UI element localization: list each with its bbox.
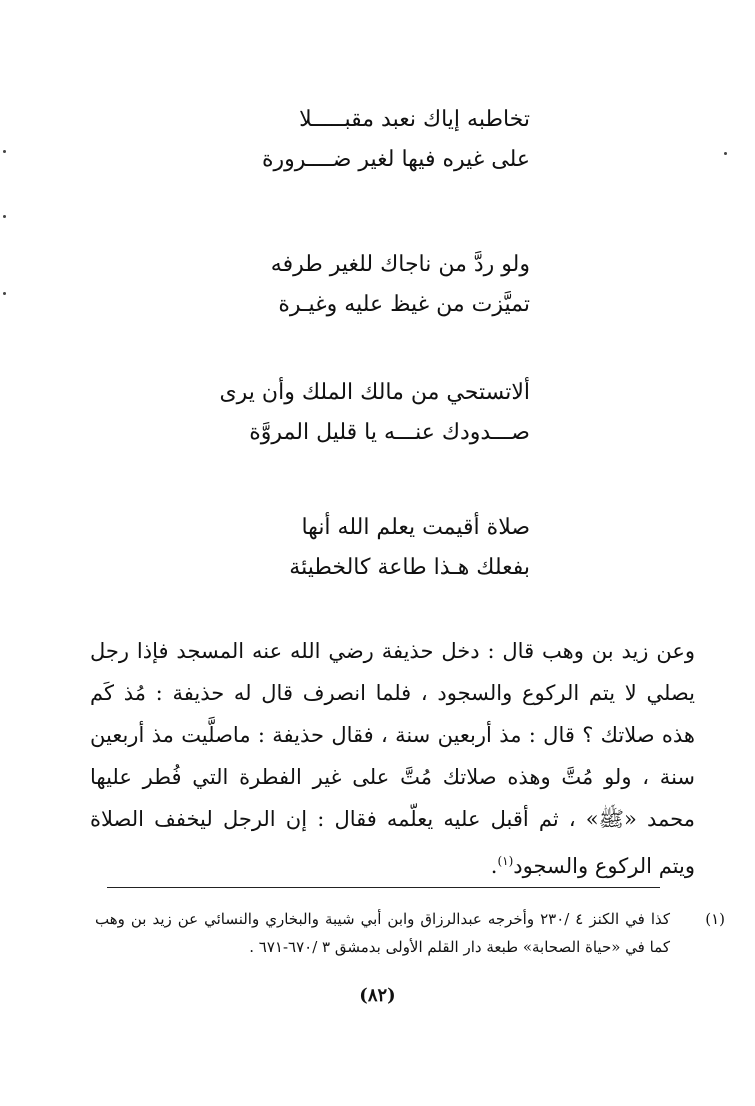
scan-speck xyxy=(3,150,6,153)
verse-line: ولو ردَّ من ناجاك للغير طرفه xyxy=(270,252,530,277)
verse-line: ألاتستحي من مالك الملك وأن يرى xyxy=(219,380,530,405)
verse-line: صلاة أقيمت يعلم الله أنها xyxy=(301,515,530,540)
prose-text: وعن زيد بن وهب قال : دخل حذيفة رضي الله عنه المسجد فإذا رجل يصلي لا يتم الركوع والسجود ، فلما انصرف قال له حذيفة : مُذ كَم هذه صلاتك ؟ قال : مذ أربعين سنة ، فقال حذيفة : ماصلَّيت مذ أربعين سنة ، ولو مُتَّ وهذه صلاتك مُتَّ على غير الفطرة التي فُطر عليها محمد «ﷺ» ، ثم أقبل عليه يعلّمه فقال : إن الرجل ليخفف الصلاة ويتم الركوع والسجود xyxy=(90,639,695,878)
poem-stanza-4 xyxy=(230,508,530,588)
page-number: (٨٢) xyxy=(359,985,396,1006)
scan-speck xyxy=(3,215,6,218)
footnote xyxy=(95,905,725,961)
footnote-number: (١) xyxy=(705,910,725,928)
verse-line: على غيره فيها لغير ضــــرورة xyxy=(262,147,530,172)
verse-line: صـــدودك عنـــه يا قليل المروَّة xyxy=(249,420,530,445)
poem-stanza-2 xyxy=(230,245,530,325)
verse-line: تخاطبه إياك نعبد مقبـــــلا xyxy=(299,107,530,132)
verse-line: تميَّزت من غيظ عليه وغيـرة xyxy=(278,292,530,317)
scan-speck xyxy=(724,152,727,155)
footnote-divider xyxy=(107,887,660,888)
poem-stanza-1 xyxy=(230,100,530,180)
poem-stanza-3 xyxy=(219,373,530,453)
scan-speck xyxy=(3,292,6,295)
verse-line: بفعلك هـذا طاعة كالخطيئة xyxy=(289,555,530,580)
prose-end: . xyxy=(490,854,498,878)
prose-paragraph xyxy=(90,630,695,887)
footnote-text: كذا في الكنز ٤ /٢٣٠ وأخرجه عبدالرزاق وابن أبي شيبة والبخاري والنسائي عن زيد بن وهب كما في «حياة الصحابة» طبعة دار القلم الأولى بدمشق ٣ /٦٧٠-٦٧١ . xyxy=(95,910,670,956)
footnote-reference: (١) xyxy=(497,854,514,868)
